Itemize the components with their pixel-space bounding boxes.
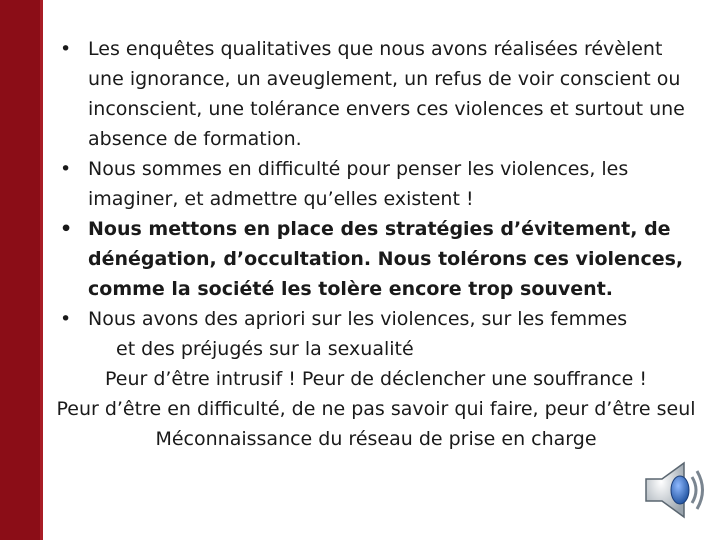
- bullet-text: Nous mettons en place des stratégies d’évitement, de dénégation, d’occultation. Nous tolérons ces violences, comme la société les tolère encore trop souvent.: [88, 218, 684, 300]
- bullet-text: Nous sommes en difficulté pour penser les violences, les imaginer, et admettre qu’elles existent !: [88, 158, 629, 210]
- speaker-icon[interactable]: [640, 455, 710, 525]
- bullet-text: Nous avons des apriori sur les violences, sur les femmes: [88, 308, 628, 330]
- slide-content: [56, 34, 696, 454]
- text-line: Peur d’être en difficulté, de ne pas savoir qui faire, peur d’être seul: [56, 398, 696, 420]
- text-line: et des préjugés sur la sexualité: [116, 338, 414, 360]
- bullet-item: [56, 214, 696, 304]
- bullet-marker: •: [60, 38, 72, 60]
- bullet-text: Les enquêtes qualitatives que nous avons réalisées révèlent une ignorance, un aveuglement, un refus de voir conscient ou inconscient, une tolérance envers ces violences et surtout une absence de formation.: [88, 38, 685, 150]
- bullet-marker: •: [60, 158, 72, 180]
- text-line: Méconnaissance du réseau de prise en charge: [155, 428, 597, 450]
- left-accent-bar: [0, 0, 40, 540]
- text-line: Peur d’être intrusif ! Peur de déclencher une souffrance !: [104, 368, 648, 390]
- bullet-marker: •: [60, 218, 73, 240]
- bullet-item: [56, 34, 696, 154]
- bullet-item: [56, 154, 696, 214]
- bullet-marker: •: [60, 308, 72, 330]
- bullet-item: [56, 304, 696, 334]
